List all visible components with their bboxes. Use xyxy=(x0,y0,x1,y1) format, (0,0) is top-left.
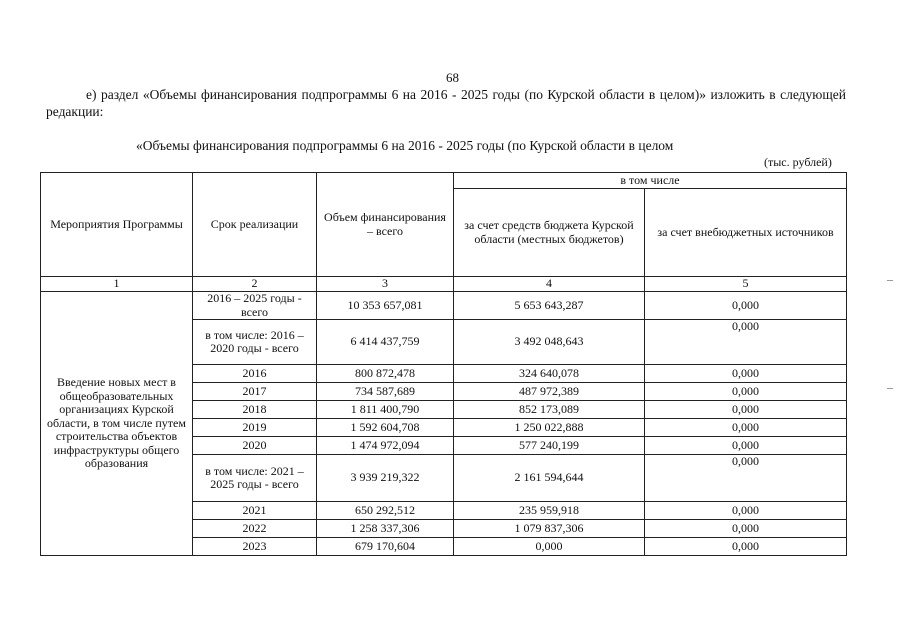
period-cell: 2023 xyxy=(193,538,317,556)
financing-table xyxy=(40,172,847,556)
budget-cell: 1 079 837,306 xyxy=(454,520,645,538)
period-cell: 2016 – 2025 годы - всего xyxy=(193,292,317,320)
total-cell: 10 353 657,081 xyxy=(317,292,454,320)
extra-cell: 0,000 xyxy=(645,538,847,556)
header-activity: Мероприятия Программы xyxy=(41,173,193,277)
header-total: Объем финансирования – всего xyxy=(317,173,454,277)
col-number: 3 xyxy=(317,277,454,292)
margin-dash: – xyxy=(887,380,893,394)
table-row xyxy=(41,292,847,320)
page-number: 68 xyxy=(446,70,459,85)
budget-cell: 0,000 xyxy=(454,538,645,556)
budget-cell: 2 161 594,644 xyxy=(454,455,645,502)
extra-cell: 0,000 xyxy=(645,419,847,437)
col-number: 2 xyxy=(193,277,317,292)
period-cell: 2018 xyxy=(193,401,317,419)
budget-cell: 577 240,199 xyxy=(454,437,645,455)
extra-cell: 0,000 xyxy=(645,383,847,401)
extra-cell: 0,000 xyxy=(645,320,847,365)
extra-cell: 0,000 xyxy=(645,502,847,520)
col-number: 5 xyxy=(645,277,847,292)
total-cell: 3 939 219,322 xyxy=(317,455,454,502)
period-cell: в том числе: 2016 – 2020 годы - всего xyxy=(193,320,317,365)
total-cell: 1 811 400,790 xyxy=(317,401,454,419)
total-cell: 800 872,478 xyxy=(317,365,454,383)
table-title: «Объемы финансирования подпрограммы 6 на 2016 - 2025 годы (по Курской области в целом xyxy=(136,138,674,153)
period-cell: 2022 xyxy=(193,520,317,538)
total-cell: 679 170,604 xyxy=(317,538,454,556)
budget-cell: 1 250 022,888 xyxy=(454,419,645,437)
margin-dash: – xyxy=(887,272,893,286)
header-period: Срок реализации xyxy=(193,173,317,277)
period-cell: 2019 xyxy=(193,419,317,437)
total-cell: 1 258 337,306 xyxy=(317,520,454,538)
budget-cell: 5 653 643,287 xyxy=(454,292,645,320)
budget-cell: 3 492 048,643 xyxy=(454,320,645,365)
period-cell: 2020 xyxy=(193,437,317,455)
col-number: 4 xyxy=(454,277,645,292)
period-cell: 2021 xyxy=(193,502,317,520)
budget-cell: 235 959,918 xyxy=(454,502,645,520)
extra-cell: 0,000 xyxy=(645,455,847,502)
col-number: 1 xyxy=(41,277,193,292)
budget-cell: 852 173,089 xyxy=(454,401,645,419)
period-cell: 2016 xyxy=(193,365,317,383)
extra-cell: 0,000 xyxy=(645,292,847,320)
units-label: (тыс. рублей) xyxy=(764,155,832,169)
header-extra: за счет внебюджетных источников xyxy=(645,189,847,277)
extra-cell: 0,000 xyxy=(645,365,847,383)
total-cell: 1 474 972,094 xyxy=(317,437,454,455)
intro-paragraph: е) раздел «Объемы финансирования подпрограммы 6 на 2016 - 2025 годы (по Курской области в целом)» изложить в следующей редакции: xyxy=(46,87,846,119)
budget-cell: 487 972,389 xyxy=(454,383,645,401)
period-cell: 2017 xyxy=(193,383,317,401)
total-cell: 1 592 604,708 xyxy=(317,419,454,437)
total-cell: 6 414 437,759 xyxy=(317,320,454,365)
total-cell: 734 587,689 xyxy=(317,383,454,401)
activity-cell: Введение новых мест в общеобразовательных организациях Курской области, в том числе путем строительства объектов инфраструктуры общего образования xyxy=(41,292,193,556)
extra-cell: 0,000 xyxy=(645,401,847,419)
header-budget: за счет средств бюджета Курской области (местных бюджетов) xyxy=(454,189,645,277)
budget-cell: 324 640,078 xyxy=(454,365,645,383)
extra-cell: 0,000 xyxy=(645,437,847,455)
header-including: в том числе xyxy=(454,173,847,189)
period-cell: в том числе: 2021 – 2025 годы - всего xyxy=(193,455,317,502)
extra-cell: 0,000 xyxy=(645,520,847,538)
total-cell: 650 292,512 xyxy=(317,502,454,520)
